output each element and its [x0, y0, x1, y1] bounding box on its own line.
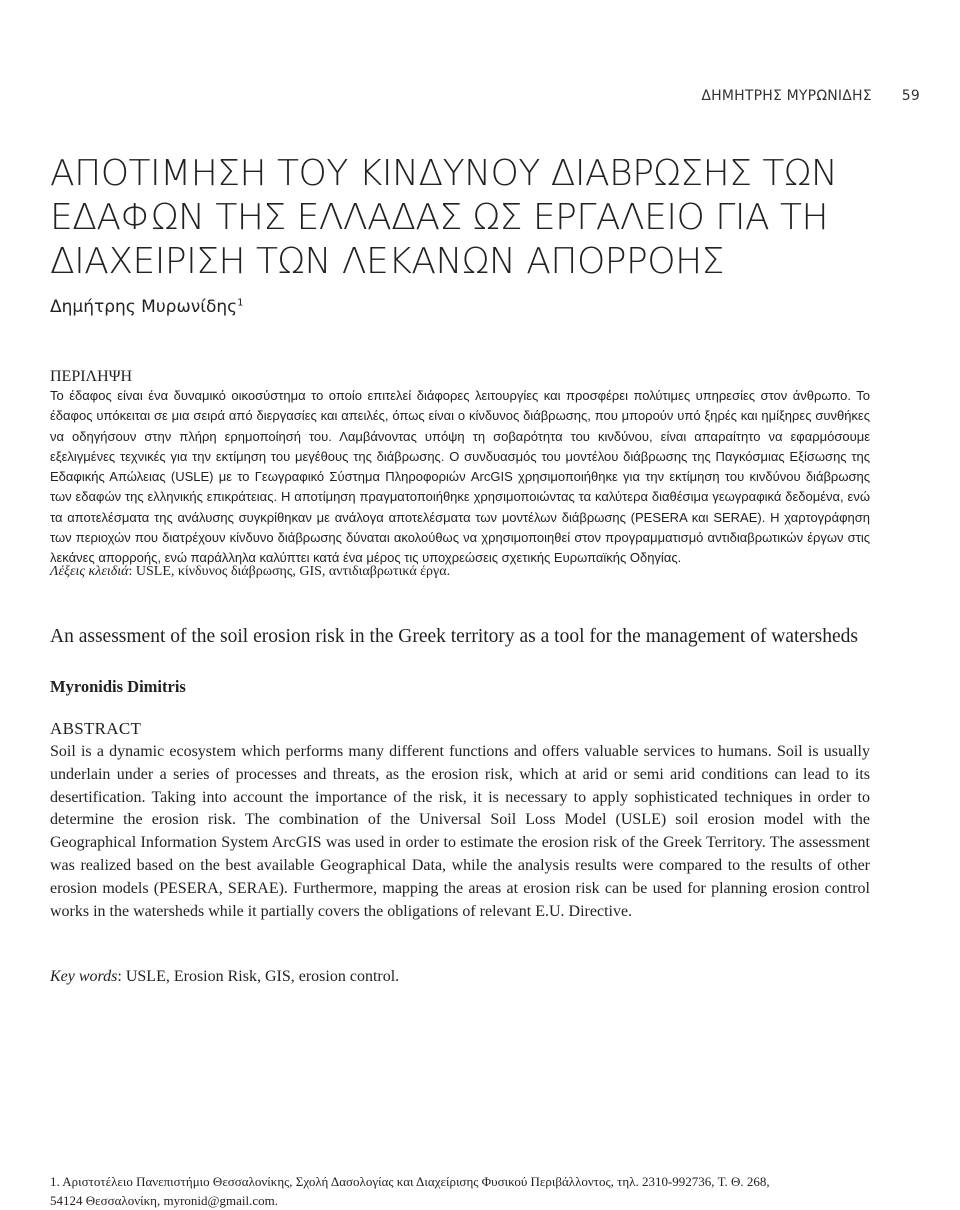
- footnote-line-2: 54124 Θεσσαλονίκη, myronid@gmail.com.: [50, 1193, 278, 1208]
- title-line-1: ΑΠΟΤΙΜΗΣΗ ΤΟΥ ΚΙΝΔΥΝΟΥ ΔΙΑΒΡΩΣΗΣ ΤΩΝ: [50, 153, 838, 194]
- greek-abstract-text: Το έδαφος είναι ένα δυναμικό οικοσύστημα το οποίο επιτελεί διάφορες λειτουργίες και προσφέρει πολύτιμες υπηρεσίες στον άνθρωπο. Το έδαφος υπόκειται σε μια σειρά από διεργασίες και απειλές, όπως είναι ο κίνδυνος διάβρωσης, που μπορούν υπό ξηρές και ημίξηρες συνθήκες να οδηγήσουν στην πλήρη ερημοποίησή του. Λαμβάνοντας υπόψη τη σοβαρότητα του κινδύνου, είναι απαραίτητο να εφαρμόσουμε εξελιγμένες τεχνικές για την εκτίμηση του μεγέθους της διάβρωσης. Ο συνδυασμός του μοντέλου διάβρωσης της Παγκόσμιας Εξίσωσης της Εδαφικής Απώλειας (USLE) με το Γεωγραφικό Σύστημα Πληροφοριών ArcGIS χρησιμοποιήθηκε για την εκτίμηση του κινδύνου διάβρωσης των εδαφών της ελληνικής επικράτειας. Η αποτίμηση πραγματοποιήθηκε χρησιμοποιώντας τα καλύτερα διαθέσιμα γεωγραφικά δεδομένα, ενώ τα αποτελέσματα της ανάλυσης συγκρίθηκαν με ανάλογα αποτελέσματα των μοντέλων διάβρωσης (PESERA και SERAE). Η χαρτογράφηση των περιοχών που διατρέχουν κίνδυνο διάβρωσης δύναται ακολούθως να χρησιμοποιηθεί στον προγραμματισμό αντιδιαβρωτικών έργων στις λεκάνες απορροής, ενώ παράλληλα καλύπτει κατά ένα μέρος τις υποχρεώσεις σχετικής Ευρωπαϊκής Οδηγίας.: [50, 388, 870, 566]
- footnote-line-1: 1. Αριστοτέλειο Πανεπιστήμιο Θεσσαλονίκης, Σχολή Δασολογίας και Διαχείρισης Φυσικού Περιβάλλοντος, τηλ. 2310-992736, Τ. Θ. 268,: [50, 1174, 770, 1189]
- page-number: 59: [901, 88, 920, 104]
- greek-abstract-body: [50, 386, 870, 569]
- author-english: Myronidis Dimitris: [50, 677, 186, 696]
- article-title: [50, 152, 930, 284]
- greek-keywords-label: Λέξεις κλειδιά: [50, 564, 129, 579]
- english-keywords-list: : USLE, Erosion Risk, GIS, erosion control.: [117, 968, 400, 985]
- title-line-2: ΕΔΑΦΩΝ ΤΗΣ ΕΛΛΑΔΑΣ ΩΣ ΕΡΓΑΛΕΙΟ ΓΙΑ ΤΗ: [50, 197, 829, 238]
- running-author: ΔΗΜΗΤΡΗΣ ΜΥΡΩΝΙΔΗΣ: [701, 88, 872, 104]
- greek-keywords-list: : USLE, κίνδυνος διάβρωσης, GIS, αντιδιαβρωτικά έργα.: [128, 564, 451, 579]
- title-line-3: ΔΙΑΧΕΙΡΙΣΗ ΤΩΝ ΛΕΚΑΝΩΝ ΑΠΟΡΡΟΗΣ: [50, 241, 724, 282]
- greek-keywords: [50, 564, 450, 580]
- running-header: [560, 88, 920, 104]
- affiliation-footnote: [50, 1172, 890, 1210]
- english-abstract-heading: ABSTRACT: [50, 719, 142, 738]
- english-abstract-body: [50, 741, 870, 923]
- english-abstract-text: Soil is a dynamic ecosystem which performs many different functions and offers valuable services to humans. Soil is usually underlain under a series of processes and threats, as the erosion risk, which at arid or semi arid conditions can lead to its desertification. Taking into account the importance of the risk, it is necessary to apply sophisticated techniques in order to determine the erosion risk. The combination of the Universal Soil Loss Model (USLE) soil erosion model with the Geographical Information System ArcGIS was used in order to estimate the erosion risk of the Greek Territory. The assessment was realized based on the best available Geographical Data, while the analysis results were compared to the results of other erosion models (PESERA, SERAE). Furthermore, mapping the areas at erosion risk can be used for planning erosion control works in the watersheds while it partially covers the obligations of relevant E.U. Directive.: [50, 743, 870, 920]
- english-keywords-label: Key words: [50, 968, 118, 985]
- author-greek: [50, 297, 243, 317]
- english-title: An assessment of the soil erosion risk in the Greek territory as a tool for the management of watersheds: [50, 626, 858, 647]
- author-footnote-mark: 1: [237, 297, 244, 309]
- english-keywords: [50, 968, 399, 986]
- greek-abstract-heading: ΠΕΡΙΛΗΨΗ: [50, 368, 133, 385]
- author-greek-name: Δημήτρης Μυρωνίδης: [50, 297, 238, 317]
